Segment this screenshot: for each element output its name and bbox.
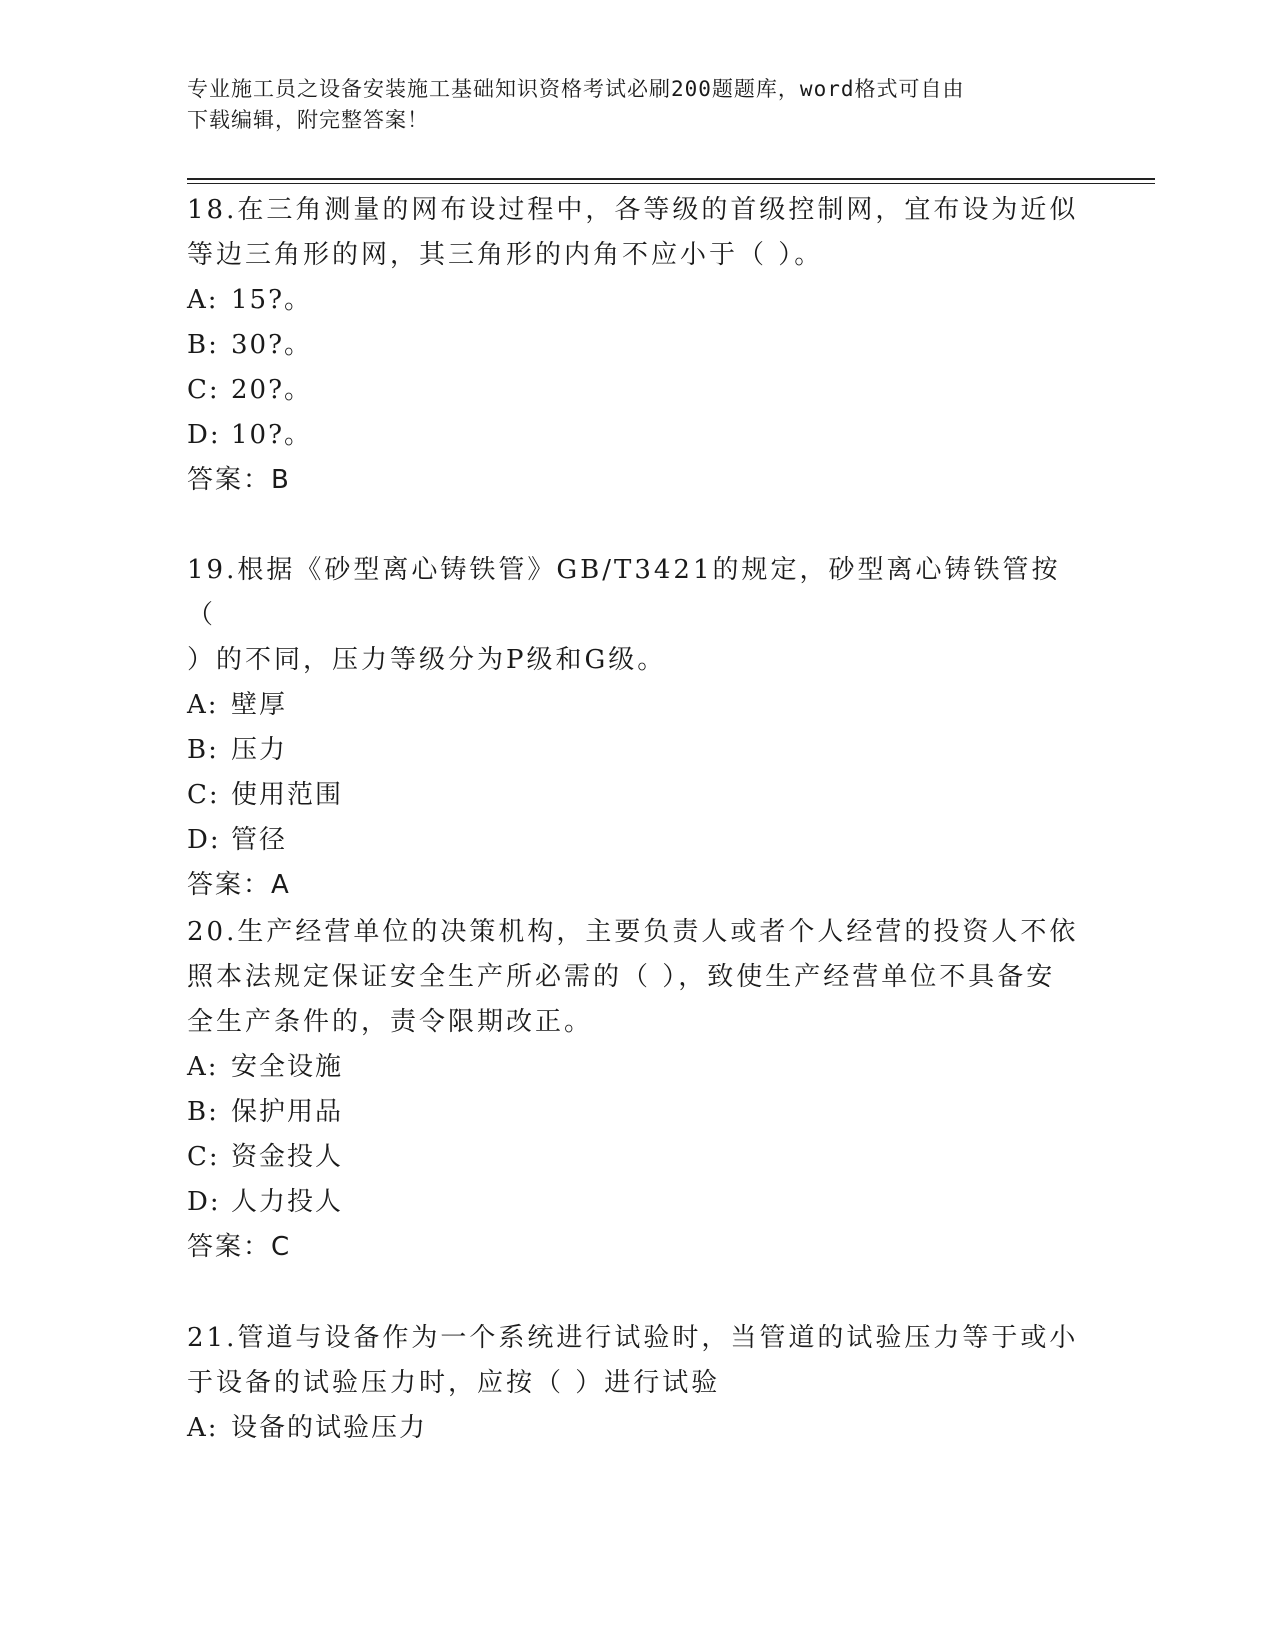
- option-text: 资金投人: [231, 1142, 344, 1172]
- answer-value: C: [271, 1232, 292, 1262]
- question-stem-line: 18.在三角测量的网布设过程中，各等级的首级控制网，宜布设为近似: [187, 195, 1079, 225]
- option-c: [187, 773, 1087, 818]
- option-text: 壁厚: [231, 690, 288, 720]
- question-stem-line: 21.管道与设备作为一个系统进行试验时，当管道的试验压力等于或小: [187, 1323, 1079, 1353]
- option-key: C:: [187, 780, 220, 810]
- option-text: 安全设施: [231, 1052, 344, 1082]
- question-stem-line: 19.根据《砂型离心铸铁管》GB/T3421的规定，砂型离心铸铁管按（: [187, 555, 1061, 630]
- option-text: 保护用品: [231, 1097, 344, 1127]
- option-text: 设备的试验压力: [231, 1413, 428, 1443]
- option-key: D:: [187, 1187, 221, 1217]
- question-stem-line: 20.生产经营单位的决策机构，主要负责人或者个人经营的投资人不依: [187, 917, 1079, 947]
- question-stem-line: 全生产条件的，责令限期改正。: [187, 1007, 594, 1037]
- option-a: [187, 278, 1087, 323]
- option-text: 20?。: [231, 375, 313, 405]
- header-line-1: 专业施工员之设备安装施工基础知识资格考试必刷200题题库，word格式可自由: [187, 77, 965, 101]
- answer-label: 答案：: [187, 465, 272, 495]
- option-text: 人力投人: [231, 1187, 344, 1217]
- option-d: [187, 413, 1087, 458]
- option-text: 使用范围: [231, 780, 344, 810]
- question-stem-line: 照本法规定保证安全生产所必需的（ ），致使生产经营单位不具备安: [187, 962, 1056, 992]
- question-19: [187, 548, 1087, 908]
- option-d: [187, 1180, 1087, 1225]
- option-c: [187, 1135, 1087, 1180]
- option-text: 10?。: [231, 420, 313, 450]
- answer-line: [187, 863, 1087, 908]
- option-key: C:: [187, 375, 220, 405]
- answer-value: A: [271, 870, 291, 900]
- option-a: [187, 1045, 1087, 1090]
- option-a: [187, 1406, 1087, 1451]
- answer-line: [187, 1225, 1087, 1270]
- option-key: C:: [187, 1142, 220, 1172]
- option-b: [187, 1090, 1087, 1135]
- answer-value: B: [271, 465, 291, 495]
- question-stem-line: 于设备的试验压力时，应按（ ）进行试验: [187, 1368, 721, 1398]
- answer-label: 答案：: [187, 1232, 272, 1262]
- option-key: B:: [187, 735, 219, 765]
- option-text: 管径: [231, 825, 288, 855]
- option-key: A:: [187, 1413, 219, 1443]
- question-21: [187, 1316, 1087, 1451]
- option-b: [187, 728, 1087, 773]
- header-divider-thick: [187, 178, 1155, 180]
- option-c: [187, 368, 1087, 413]
- option-text: 压力: [231, 735, 288, 765]
- answer-label: 答案：: [187, 870, 272, 900]
- option-key: A:: [187, 1052, 219, 1082]
- option-key: B:: [187, 330, 219, 360]
- header-line-2: 下载编辑，附完整答案！: [187, 108, 429, 132]
- option-key: D:: [187, 825, 221, 855]
- option-text: 15?。: [231, 285, 313, 315]
- answer-line: [187, 458, 1087, 503]
- option-d: [187, 818, 1087, 863]
- question-20: [187, 910, 1087, 1270]
- header-divider-thin: [187, 183, 1155, 184]
- option-text: 30?。: [231, 330, 313, 360]
- option-b: [187, 323, 1087, 368]
- question-stem-line: ）的不同，压力等级分为P级和G级。: [187, 645, 667, 675]
- option-key: B:: [187, 1097, 219, 1127]
- document-header: [187, 74, 1067, 136]
- option-key: A:: [187, 285, 219, 315]
- question-stem-line: 等边三角形的网，其三角形的内角不应小于（ ）。: [187, 240, 824, 270]
- option-key: D:: [187, 420, 221, 450]
- option-key: A:: [187, 690, 219, 720]
- question-18: [187, 188, 1087, 503]
- option-a: [187, 683, 1087, 728]
